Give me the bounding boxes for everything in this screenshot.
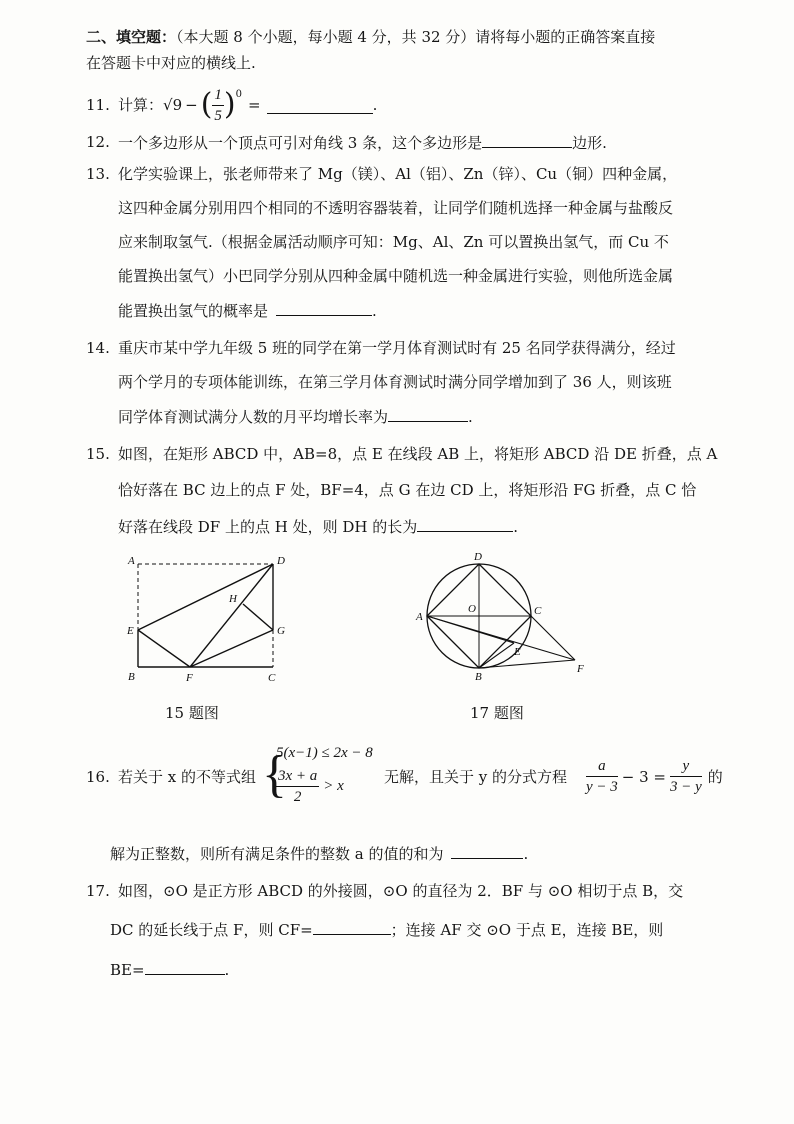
q17-cf-answer-blank[interactable] [313,918,391,935]
fig15-label-H: H [229,593,237,605]
fig17-label-A: A [416,611,423,623]
q11-frac-denominator: 5 [214,107,222,124]
q14-answer-blank[interactable] [388,405,468,422]
q16-end: . [523,845,529,863]
q17-line-3 [110,958,229,981]
q13-line-1: 化学实验课上，张老师带来了 Mg（镁）、Al（铝）、Zn（锌）、Cu（铜）四种金属， [118,165,678,183]
q14-text-3: 同学体育测试满分人数的月平均增长率为 [118,408,389,426]
q16-ineq2-fraction [276,766,319,807]
q11-text: 计算： [118,96,164,114]
q16-eq-right-numerator: y [670,756,702,777]
fig17-label-B: B [475,671,482,683]
fig17-line-BE [479,643,514,668]
q16-eq-right-fraction [670,756,702,797]
q13-number: 13. [86,165,110,183]
q15-text-3: 好落在线段 DF 上的点 H 处，则 DH 的长为 [118,518,418,536]
fig15-line-FD [190,564,273,667]
q16-answer-blank[interactable] [451,842,523,859]
fig15-label-E: E [127,625,134,637]
fig15-label-C: C [268,672,276,684]
q16-equation [586,756,723,797]
q11-end: . [372,96,378,114]
fig15-line-FG [190,630,273,667]
q15-number: 15. [86,445,110,463]
figure-17 [410,548,595,683]
q15-answer-blank[interactable] [417,515,513,532]
q13-line-5 [118,299,377,322]
figure-15 [118,552,298,687]
q17-line-2 [110,918,663,941]
fig15-label-F: F [186,672,193,684]
q17-text-2b: ；连接 AF 交 ⊙O 于点 E，连接 BE，则 [390,921,664,939]
q16-eq-middle: − 3 = [621,767,666,786]
q11-exponent: 0 [235,89,243,100]
q16-pre: 若关于 x 的不等式组 [118,768,256,786]
q14-line-3 [118,405,473,428]
q12-text: 一个多边形从一个顶点可引对角线 3 条，这个多边形是 [118,134,483,152]
q12-end: 边形. [572,134,607,152]
section-heading: 二、填空题： [86,28,177,46]
q17-line-1: 如图，⊙O 是正方形 ABCD 的外接圆，⊙O 的直径为 2．BF 与 ⊙O 相切于点 B，交 [118,882,684,900]
q11-line [118,82,377,128]
fig15-line-EF [138,630,190,667]
q13-line-2: 这四种金属分别用四个相同的不透明容器装着，让同学们随机选择一种金属与盐酸反 [118,199,674,217]
q11-paren-close: ) [223,87,236,122]
q12-answer-blank[interactable] [482,131,572,148]
q12-line [118,131,607,154]
q17-text-2a: DC 的延长线于点 F，则 CF= [110,921,313,939]
q17-be-answer-blank[interactable] [145,958,225,975]
section-intro-1: （本大题 8 个小题，每小题 4 分，共 32 分）请将每小题的正确答案直接 [176,28,656,46]
fig15-line-HG [243,604,273,630]
fig17-label-O: O [468,603,476,615]
q15-end: . [513,518,519,536]
q11-answer-blank[interactable] [267,97,373,114]
q16-line-2 [110,842,528,865]
q16-post: 的 [707,768,723,786]
q15-line-2: 恰好落在 BC 边上的点 F 处，BF=4，点 G 在边 CD 上，将矩形沿 FG 折叠，点 C 恰 [118,481,697,499]
q17-text-3: BE= [110,961,145,979]
fig15-line-ED [138,564,273,630]
fig17-line-BF [479,660,575,668]
section-intro-2: 在答题卡中对应的横线上. [86,54,256,72]
q16-ineq2-relation: > x [323,778,344,794]
q11-minus: − [185,96,198,114]
q13-line-4: 能置换出氢气）小巴同学分别从四种金属中随机选一种金属进行实验，则他所选金属 [118,267,674,285]
q15-line-3 [118,515,518,538]
q15-line-1: 如图，在矩形 ABCD 中，AB=8，点 E 在线段 AB 上，将矩形 ABCD 沿 DE 折叠，点 A [118,445,718,463]
q14-number: 14. [86,339,110,357]
q16-eq-left-fraction [586,756,618,797]
fig15-label-B: B [128,671,135,683]
fig17-label-F: F [577,663,584,675]
q14-line-2: 两个学月的专项体能训练，在第三学月体育测试时满分同学增加到了 36 人，则该班 [118,373,672,391]
fig17-caption: 17 题图 [470,704,524,722]
q11-equals: = [248,96,261,114]
q11-sqrt: √9 [163,96,183,114]
q16-brace: { [262,746,287,803]
q12-number: 12. [86,133,110,151]
q16-ineq2-numerator: 3x + a [276,766,319,787]
fig15-label-G: G [277,625,285,637]
fig15-label-A: A [128,555,135,567]
q16-inequality-2 [276,766,344,807]
fig15-caption: 15 题图 [165,704,219,722]
q16-eq-left-denominator: y − 3 [586,779,618,795]
q14-end: . [468,408,473,426]
q16-eq-left-numerator: a [586,756,618,777]
fig15-label-D: D [277,555,285,567]
fig17-label-C: C [534,605,542,617]
fig17-label-E: E [514,646,521,658]
q16-mid: 无解，且关于 y 的分式方程 [384,768,568,786]
q11-paren-open: ( [200,87,213,122]
q17-end: . [224,961,230,979]
fig17-label-D: D [474,551,482,563]
q16-number: 16. [86,768,110,786]
q11-fraction [212,85,224,126]
q16-eq-right-denominator: 3 − y [670,779,702,795]
q14-line-1: 重庆市某中学九年级 5 班的同学在第一学月体育测试时有 25 名同学获得满分，经过 [118,339,676,357]
q16-inequality-1: 5(x−1) ≤ 2x − 8 [276,745,373,761]
q13-line-3: 应来制取氢气.（根据金属活动顺序可知：Mg、Al、Zn 可以置换出氢气，而 Cu 不 [118,233,669,251]
q16-text-2: 解为正整数，则所有满足条件的整数 a 的值的和为 [110,845,444,863]
q13-text-5: 能置换出氢气的概率是 [118,302,269,320]
q16-ineq2-denominator: 2 [293,789,302,805]
q13-end: . [372,302,377,320]
q11-number: 11. [86,96,110,114]
q13-answer-blank[interactable] [276,299,372,316]
section-heading-line [86,26,655,48]
q11-frac-numerator: 1 [212,85,224,106]
q17-number: 17. [86,882,110,900]
